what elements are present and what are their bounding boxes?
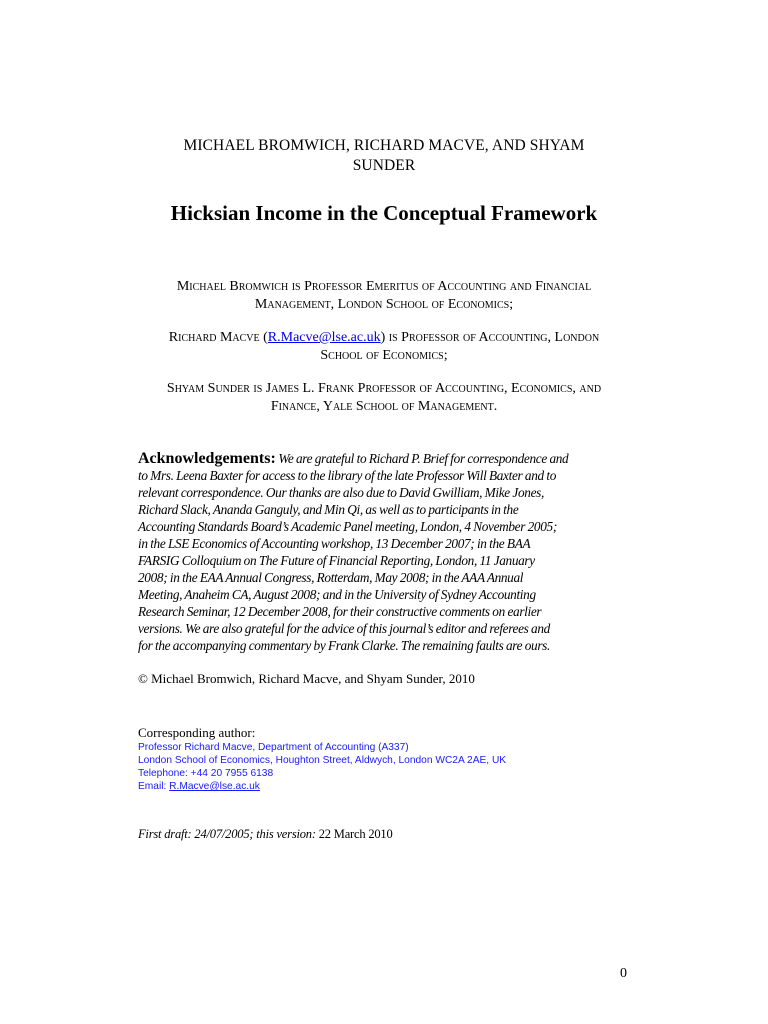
acknowledgements-line: to Mrs. Leena Baxter for access to the library of the late Professor Will Baxter and to [138,468,557,483]
corresponding-author-heading: Corresponding author: [138,725,256,740]
affiliation-macve-name: Richard Macve ( [168,330,268,345]
author-names-line-1: MICHAEL BROMWICH, RICHARD MACVE, AND SHYAM [183,137,585,154]
acknowledgements-line: for the accompanying commentary by Frank Clarke. The remaining faults are ours. [138,638,550,653]
author-names-line-2: SUNDER [352,157,416,174]
acknowledgements-line: versions. We are also grateful for the advice of this journal’s editor and referees and [138,621,550,636]
acknowledgements-line: 2008; in the EAA Annual Congress, Rotterdam, May 2008; in the AAA Annual [138,570,524,585]
affiliation-macve-rest: ) is Professor of Accounting, London [380,330,600,345]
acknowledgements-line: relevant correspondence. Our thanks are also due to David Gwilliam, Mike Jones, [138,485,544,500]
macve-email-link[interactable]: R.Macve@lse.ac.uk [267,330,381,345]
corresponding-author-address: London School of Economics, Houghton Street, Aldwych, London WC2A 2AE, UK [138,755,507,766]
corresponding-author-telephone: Telephone: +44 20 7955 6138 [138,768,274,779]
affiliation-macve-line-2: School of Economics; [320,348,448,363]
paper-title: Hicksian Income in the Conceptual Framework [170,201,598,225]
page-number: 0 [620,966,627,981]
draft-date-version: 22 March 2010 [315,827,393,841]
acknowledgements-line: in the LSE Economics of Accounting workshop, 13 December 2007; in the BAA [138,536,531,551]
email-label: Email: [138,781,170,792]
corresponding-email-link[interactable]: R.Macve@lse.ac.uk [169,781,260,792]
copyright-notice: © Michael Bromwich, Richard Macve, and Shyam Sunder, 2010 [138,671,475,686]
affiliation-sunder-line-1: Shyam Sunder is James L. Frank Professor of Accounting, Economics, and [166,381,602,396]
affiliation-sunder-line-2: Finance, Yale School of Management. [270,399,498,414]
corresponding-author-name: Professor Richard Macve, Department of Accounting (A337) [138,742,409,753]
corresponding-author-email-line [138,780,260,793]
acknowledgements-line: FARSIG Colloquium on The Future of Financial Reporting, London, 11 January [138,553,535,568]
acknowledgements-line-text: We are grateful to Richard P. Brief for correspondence and [275,451,569,466]
draft-date-italic: First draft: 24/07/2005; this version: [138,827,316,841]
affiliation-bromwich-line-1: Michael Bromwich is Professor Emeritus of Accounting and Financial [176,279,592,294]
acknowledgements-line: Meeting, Anaheim CA, August 2008; and in the University of Sydney Accounting [138,587,536,602]
acknowledgements-heading: Acknowledgements: [138,450,276,467]
affiliation-macve-line-1 [110,329,658,347]
draft-date-line [138,826,393,842]
acknowledgements-line: Research Seminar, 12 December 2008, for their constructive comments on earlier [138,604,542,619]
acknowledgements-line [138,450,630,467]
acknowledgements-line: Richard Slack, Ananda Ganguly, and Min Qi, as well as to participants in the [138,502,519,517]
acknowledgements-line: Accounting Standards Board’s Academic Panel meeting, London, 4 November 2005; [138,519,557,534]
acknowledgements-paragraph [138,450,630,654]
affiliation-bromwich-line-2: Management, London School of Economics; [254,297,514,312]
